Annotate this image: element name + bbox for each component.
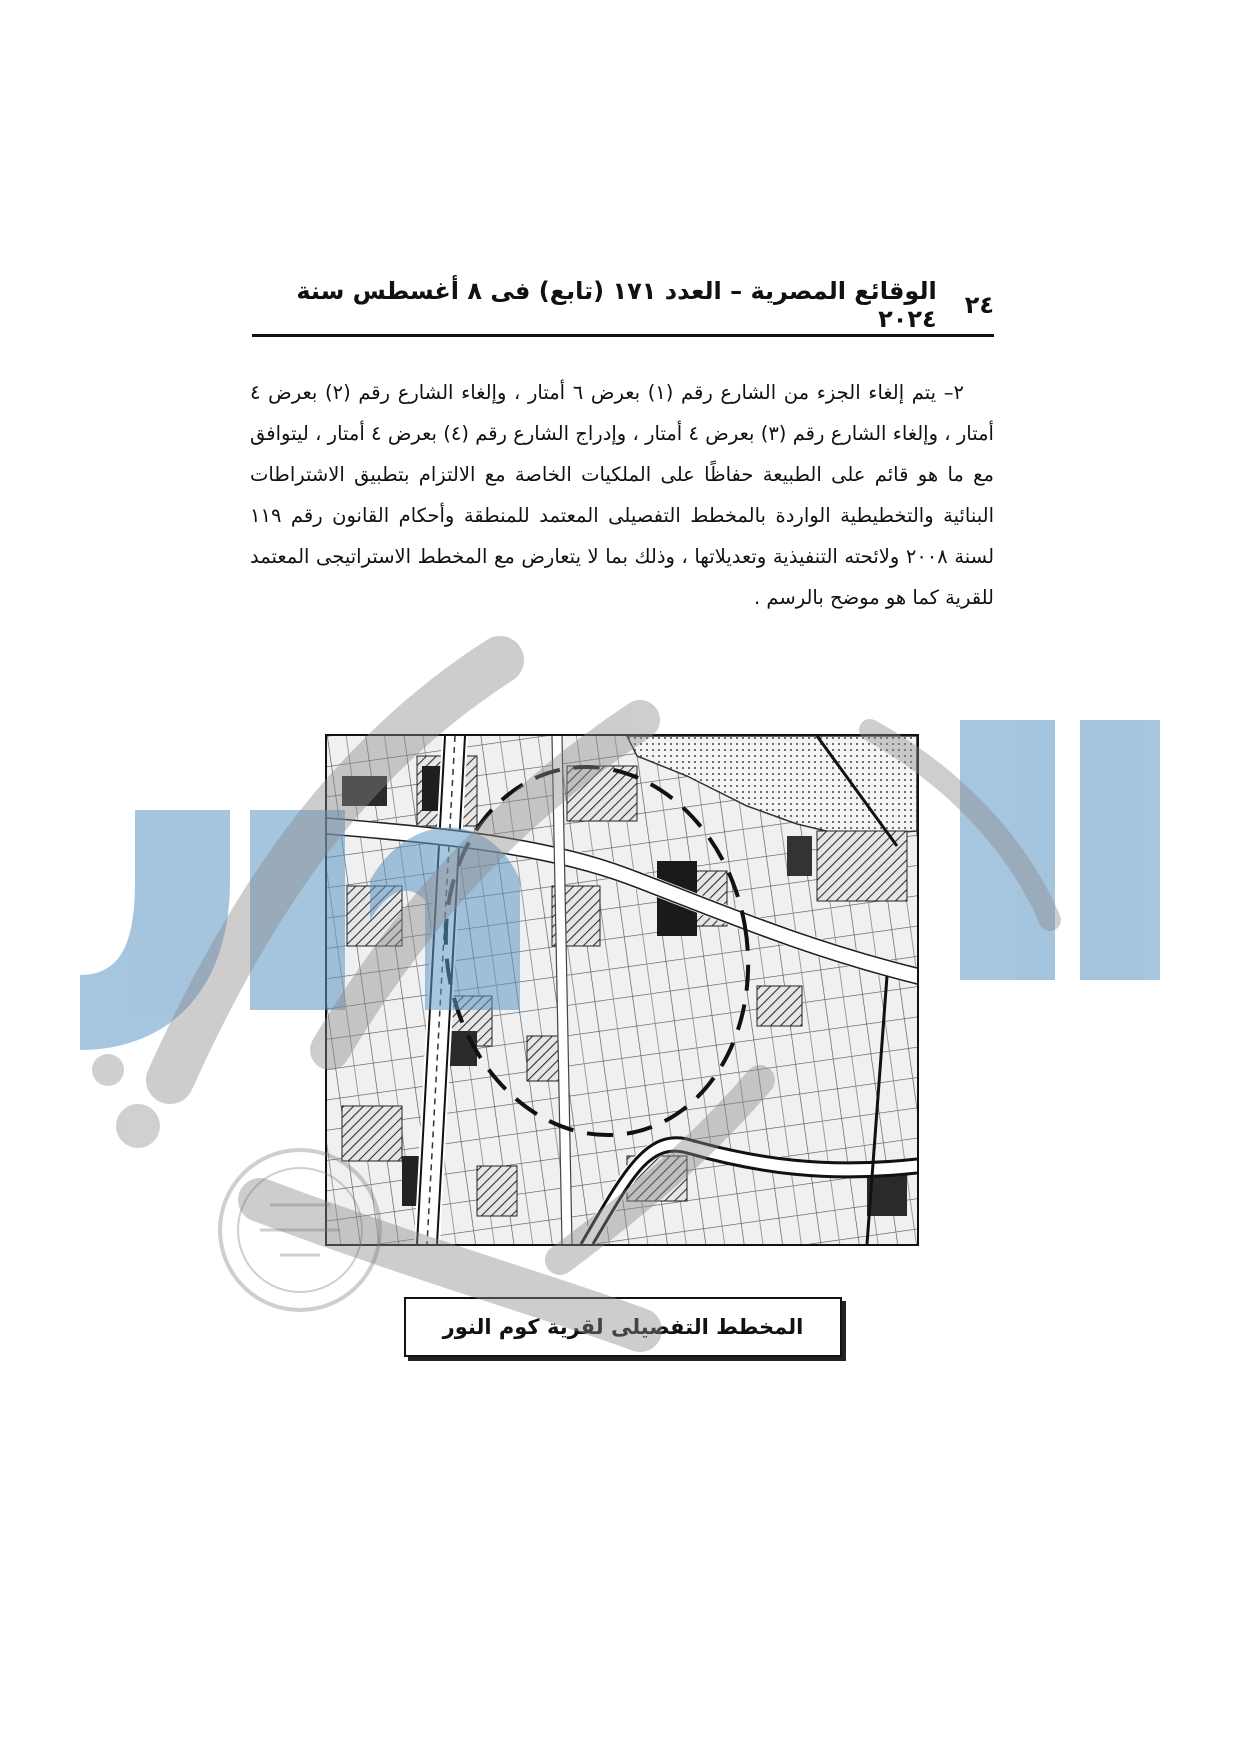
map-drawing	[327, 736, 917, 1244]
page-number: ٢٤	[964, 291, 994, 319]
watermark-letter-5	[1080, 720, 1160, 980]
detailed-plan-map	[325, 734, 919, 1246]
page-header	[252, 276, 994, 337]
watermark-dot-1	[116, 1104, 160, 1148]
map-caption	[404, 1297, 842, 1357]
decree-paragraph: ٢– يتم إلغاء الجزء من الشارع رقم (١) بعرض ٦ أمتار ، وإلغاء الشارع رقم (٢) بعرض ٤ أمتار ، وإلغاء الشارع رقم (٣) بعرض ٤ أمتار ، وإدراج الشارع رقم (٤) بعرض ٤ أمتار ، ليتوافق مع ما هو قائم على الطبيعة حفاظًا على الملكيات الخاصة مع الالتزام بتطبيق الاشتراطات البنائية والتخطيطية الواردة بالمخطط التفصيلى المعتمد للمنطقة وأحكام القانون رقم ١١٩ لسنة ٢٠٠٨ ولائحته التنفيذية وتعديلاتها ، وذلك بما لا يتعارض مع المخطط الاستراتيجى المعتمد للقرية كما هو موضح بالرسم .	[250, 381, 995, 609]
watermark-letter-4	[960, 720, 1055, 980]
map-caption-text: المخطط التفصيلى لقرية كوم النور	[442, 1315, 804, 1339]
watermark-letter-1	[80, 810, 230, 1050]
decree-text	[250, 372, 994, 618]
watermark-dot-2	[92, 1054, 124, 1086]
publication-line: الوقائع المصرية – العدد ١٧١ (تابع) فى ٨ أغسطس سنة ٢٠٢٤	[296, 277, 937, 333]
